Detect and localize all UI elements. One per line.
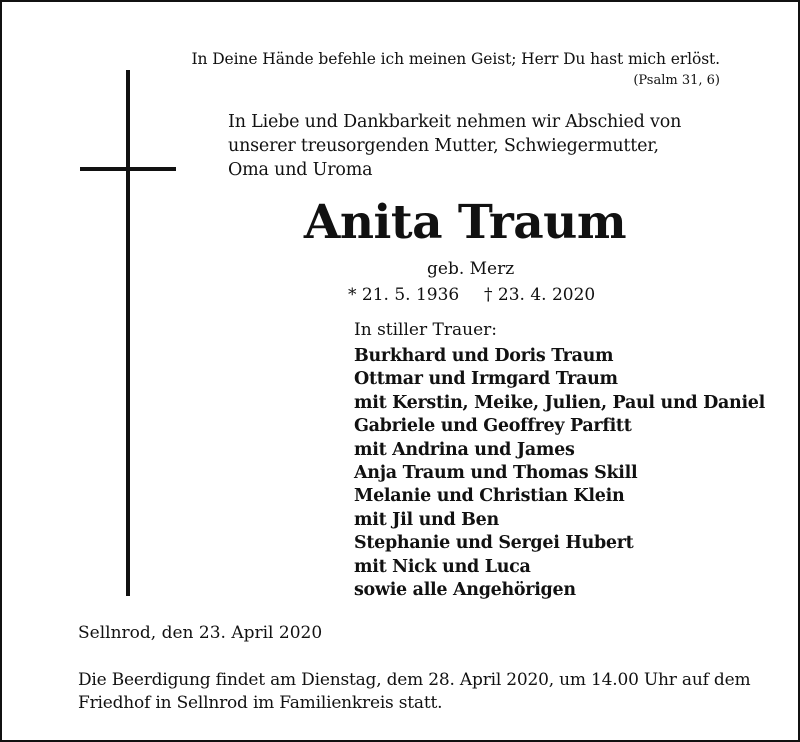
- mourner-line: mit Kerstin, Meike, Julien, Paul und Daniel: [354, 392, 765, 413]
- mourner-line: Burkhard und Doris Traum: [354, 346, 614, 366]
- bible-verse: In Deine Hände befehle ich meinen Geist; Herr Du hast mich erlöst.: [191, 50, 720, 68]
- mourner-line: Stephanie und Sergei Hubert: [354, 533, 634, 554]
- intro-line: In Liebe und Dankbarkeit nehmen wir Abschied von: [228, 112, 682, 132]
- intro-line: Oma und Uroma: [228, 160, 373, 180]
- verse-reference: (Psalm 31, 6): [633, 73, 720, 88]
- death-date: † 23. 4. 2020: [484, 285, 596, 305]
- mourning-label: In stiller Trauer:: [354, 320, 497, 340]
- mourner-line: Ottmar und Irmgard Traum: [354, 369, 618, 390]
- mourner-line: Anja Traum und Thomas Skill: [354, 463, 638, 484]
- intro-text: [228, 110, 681, 182]
- funeral-notice: [78, 669, 750, 715]
- mourner-line: Gabriele und Geoffrey Parfitt: [354, 416, 632, 437]
- funeral-line: Die Beerdigung findet am Dienstag, dem 28. April 2020, um 14.00 Uhr auf dem: [78, 670, 751, 690]
- intro-line: unserer treusorgenden Mutter, Schwiegermutter,: [228, 136, 659, 156]
- mourner-line: mit Andrina und James: [354, 439, 575, 460]
- place-date: Sellnrod, den 23. April 2020: [78, 623, 323, 643]
- deceased-name: Anita Traum: [303, 195, 627, 250]
- mourner-line: mit Nick und Luca: [354, 556, 531, 577]
- mourner-line: Melanie und Christian Klein: [354, 486, 625, 507]
- mourner-line: sowie alle Angehörigen: [354, 580, 576, 601]
- mourners-list: [354, 345, 765, 602]
- cross-icon-horizontal: [80, 167, 176, 171]
- birth-date: * 21. 5. 1936: [348, 285, 460, 305]
- cross-icon-vertical: [126, 70, 130, 596]
- maiden-name: geb. Merz: [427, 259, 515, 279]
- funeral-line: Friedhof in Sellnrod im Familienkreis statt.: [78, 693, 443, 713]
- mourner-line: mit Jil und Ben: [354, 509, 499, 530]
